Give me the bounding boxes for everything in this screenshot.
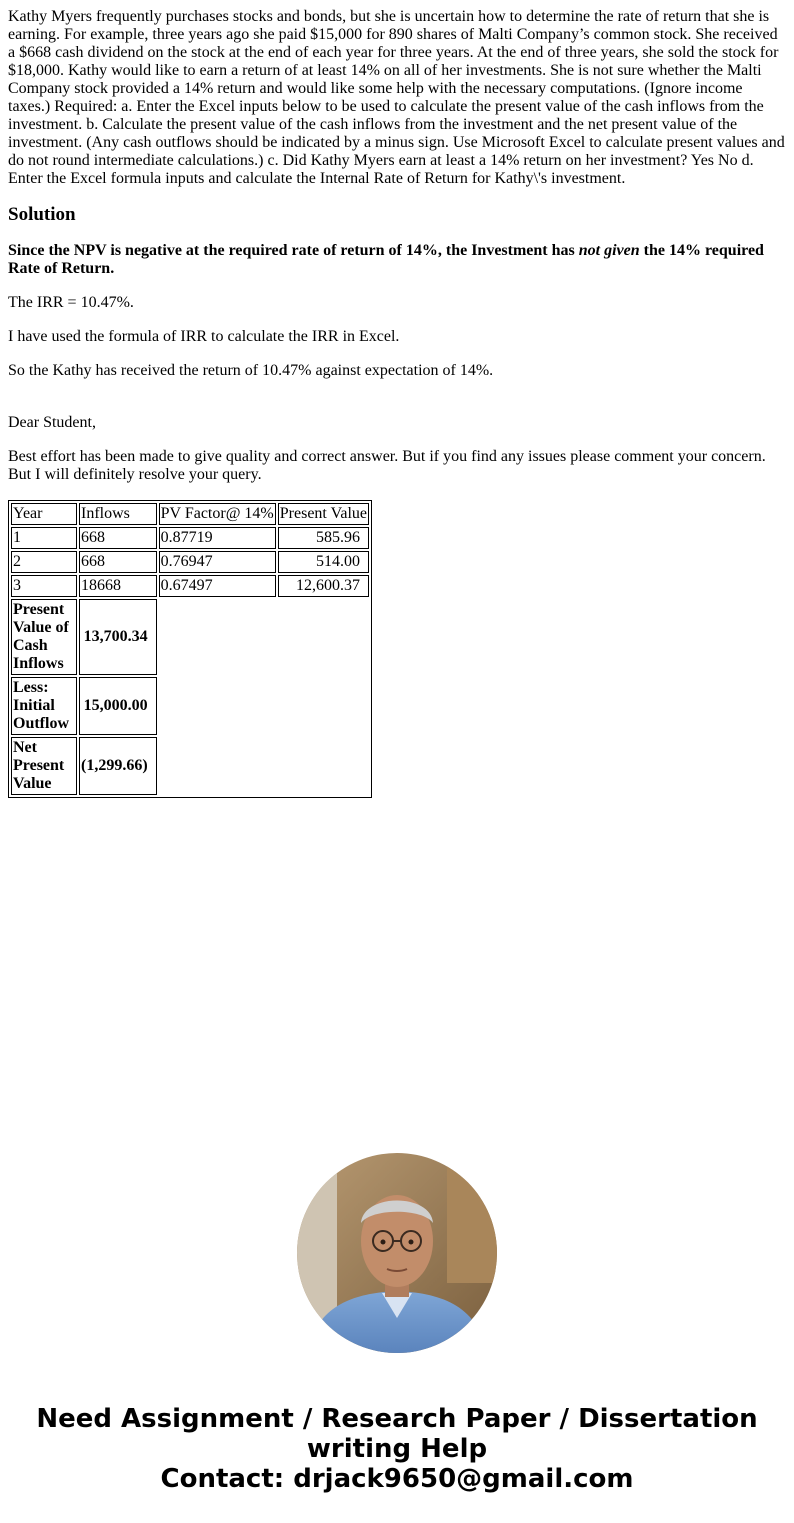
conclusion-statement: Since the NPV is negative at the required rate of return of 14%, the Investment has not given the 14% required Rate of Return. (8, 242, 764, 277)
total-label: Less: Initial Outflow (11, 677, 77, 735)
total-row-pv-inflows (11, 599, 369, 675)
total-value: 13,700.34 (79, 599, 157, 675)
present-value-table (8, 500, 372, 798)
factor-cell: 0.87719 (159, 527, 276, 549)
banner-line-1: Need Assignment / Research Paper / Dissertation (36, 1404, 758, 1434)
total-label: Present Value of Cash Inflows (11, 599, 77, 675)
emphasis-text: not given (578, 242, 640, 259)
table-row (11, 575, 369, 597)
year-cell: 2 (11, 551, 77, 573)
header-pv-factor: PV Factor@ 14% (159, 503, 276, 525)
disclaimer-note: Best effort has been made to give quality and correct answer. But if you find any issues please comment your concern. But I will definitely resolve your query. (8, 448, 766, 483)
year-cell: 3 (11, 575, 77, 597)
pv-cell: 12,600.37 (278, 575, 369, 597)
pv-cell: 585.96 (278, 527, 369, 549)
portrait-image (297, 1153, 497, 1353)
inflow-cell: 668 (79, 527, 157, 549)
banner-line-2: writing Help (306, 1434, 488, 1464)
total-row-initial-outflow (11, 677, 369, 735)
solution-heading: Solution (8, 204, 76, 225)
table-row (11, 527, 369, 549)
table-row (11, 551, 369, 573)
factor-cell: 0.76947 (159, 551, 276, 573)
total-value: 15,000.00 (79, 677, 157, 735)
year-cell: 1 (11, 527, 77, 549)
greeting: Dear Student, (8, 414, 96, 431)
banner-contact: Contact: drjack9650@gmail.com (160, 1464, 634, 1494)
total-row-npv (11, 737, 369, 795)
header-year: Year (11, 503, 77, 525)
factor-cell: 0.67497 (159, 575, 276, 597)
question-text: Kathy Myers frequently purchases stocks and bonds, but she is uncertain how to determine the rate of return that she is earning. For example, three years ago she paid $15,000 for 890 shares of Malti Company’s common stock. She received a $668 cash dividend on the stock at the end of each year for three years. At the end of three years, she sold the stock for $18,000. Kathy would like to earn a return of at least 14% on all of her investments. She is not sure whether the Malti Company stock provided a 14% return and would like some help with the necessary computations. (Ignore income taxes.) Required: a. Enter the Excel inputs below to be used to calculate the present value of the cash inflows from the investment. b. Calculate the present value of the cash inflows from the investment and the net present value of the investment. (Any cash outflows should be indicated by a minus sign. Use Microsoft Excel to calculate present values and do not round intermediate calculations.) c. Did Kathy Myers earn at least a 14% return on her investment? Yes No d. Enter the Excel formula inputs and calculate the Internal Rate of Return for Kathy\'s investment. (8, 8, 785, 187)
total-label: Net Present Value (11, 737, 77, 795)
total-value: (1,299.66) (79, 737, 157, 795)
inflow-cell: 668 (79, 551, 157, 573)
page-content (8, 8, 786, 798)
table-header-row (11, 503, 369, 525)
inflow-cell: 18668 (79, 575, 157, 597)
irr-result: The IRR = 10.47%. (8, 294, 134, 311)
method-note: I have used the formula of IRR to calculate the IRR in Excel. (8, 328, 400, 345)
header-present-value: Present Value (278, 503, 369, 525)
author-photo (297, 1153, 497, 1353)
header-inflows: Inflows (79, 503, 157, 525)
pv-cell: 514.00 (278, 551, 369, 573)
promo-banner (0, 1404, 794, 1494)
summary-line: So the Kathy has received the return of 10.47% against expectation of 14%. (8, 362, 494, 379)
